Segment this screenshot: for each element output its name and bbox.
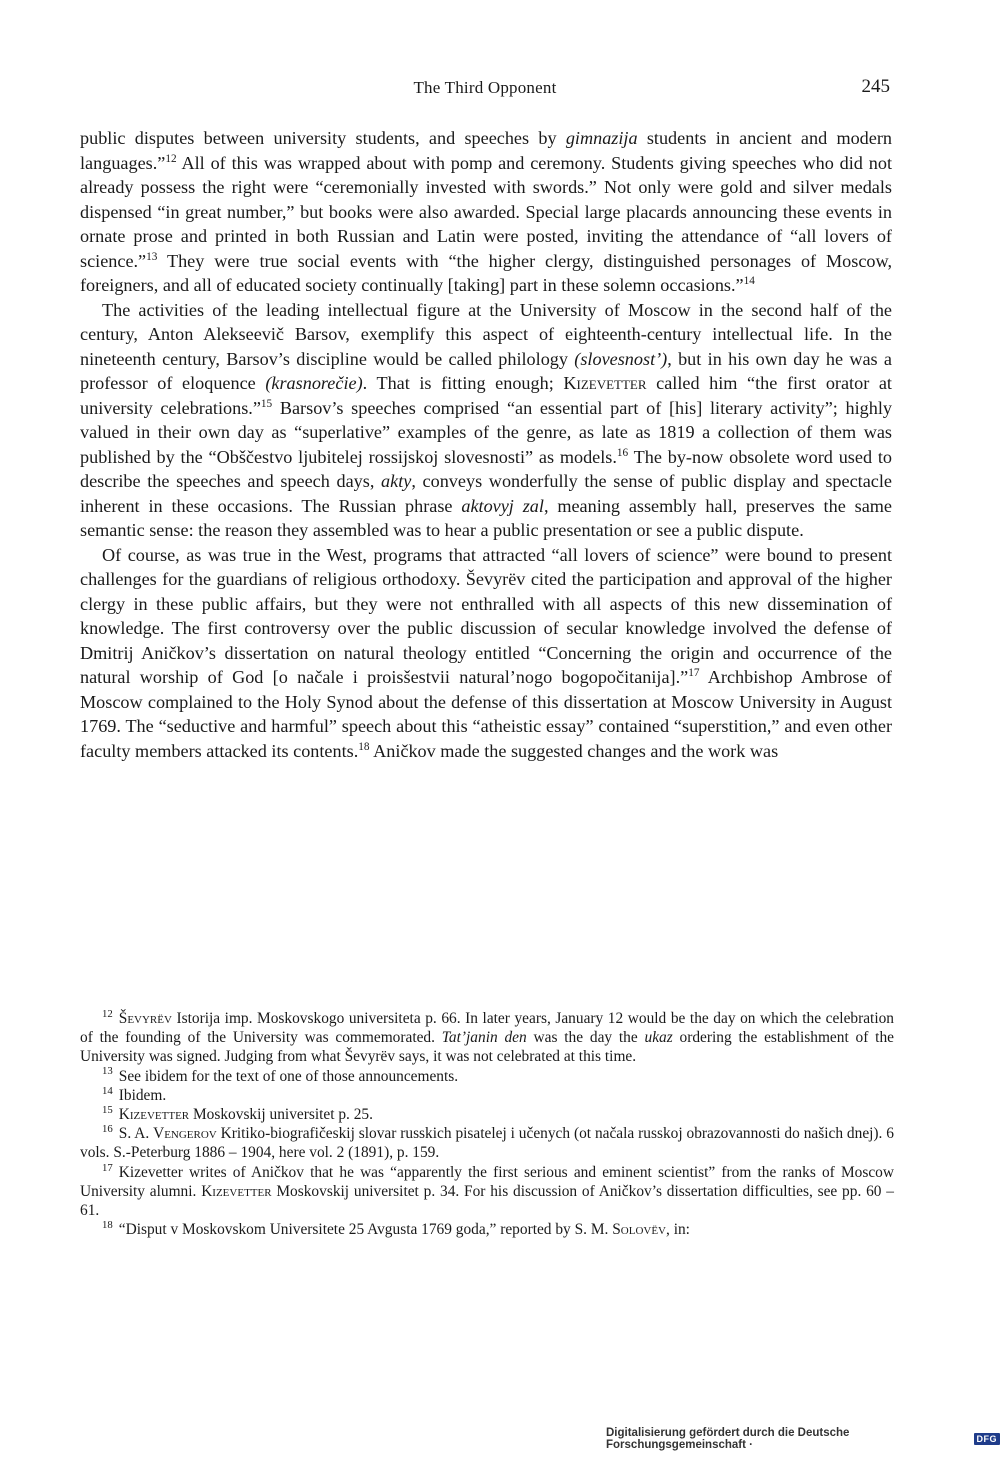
footnote-ref-16[interactable]: 16 — [616, 446, 629, 459]
footnote-ref-14[interactable]: 14 — [743, 274, 755, 287]
page-number: 245 — [861, 76, 890, 97]
footnote-ref-15[interactable]: 15 — [260, 397, 273, 410]
credit-text: Digitalisierung gefördert durch die Deutsche Forschungsgemeinschaft · — [606, 1427, 850, 1451]
footnote-13: $^{13}$ See ibidem for the text of one of those announcements. — [102, 1065, 459, 1085]
digitization-credit — [606, 1427, 1000, 1451]
footnote-ref-18[interactable]: 18 — [358, 740, 370, 753]
footnote-18: $^{18}$ “Disput v Moskovskom Universitete 25 Avgusta 1769 goda,” reported by S. M. Solovëv, in: — [102, 1219, 690, 1239]
dfg-logo-icon: DFG — [974, 1433, 1000, 1445]
footnotes — [80, 1009, 894, 1239]
footnote-17: $^{17}$ Kizevetter writes of Aničkov that he was “apparently the first serious and eminent scientist” from the ranks of Moscow University alumni. Kizevetter Moskovskij universitet p. 34. For his discussion of Aničkov’s dissertation difficulties, see pp. 60 – 61. — [80, 1161, 894, 1220]
page-header — [80, 78, 890, 102]
running-head: The Third Opponent — [413, 78, 557, 97]
footnote-14: $^{14}$ Ibidem. — [102, 1084, 167, 1104]
body-text — [80, 126, 892, 763]
footnote-ref-17[interactable]: 17 — [688, 666, 700, 679]
footnote-16: $^{16}$ S. A. Vengerov Kritiko-biografičeskij slovar russkich pisatelej i učenych (ot načala russkoj obrazovannosti do našich dnej). 6 vols. S.-Peterburg 1886 – 1904, here vol. 2 (1891), p. 159. — [80, 1123, 894, 1162]
footnote-ref-12[interactable]: 12 — [165, 152, 177, 165]
paragraph-1: public disputes between university students, and speeches by gimnazija students in ancient and modern languages.”$^{12}$ All of this was wrapped about with pomp and ceremony. Students giving speeches who did not already possess the right were “ceremonially invested with swords.” Not only were gold and silver medals dispensed “in great number,” but books were also awarded. Special large placards announcing these events in ornate prose and printed in both Russian and Latin were posted, inviting the attendance of “all lovers of science.”$^{13}$ They were true social events with “the higher clergy, distinguished personages of Moscow, foreigners, and all of educated society continually [taking] part in these solemn occasions.”$^{14}$ — [80, 128, 892, 295]
footnote-15: $^{15}$ Kizevetter Moskovskij universitet p. 25. — [102, 1103, 373, 1124]
footnote-ref-13[interactable]: 13 — [146, 250, 158, 263]
paragraph-2: The activities of the leading intellectual figure at the University of Moscow in the second half of the century, Anton Alekseevič Barsov, exemplify this aspect of eighteenth-century intellectual life. In the nineteenth century, Barsov’s discipline would be called philology (slovesnost’), but in his own day he was a professor of eloquence (krasnorečie). That is fitting enough; Kizevetter called him “the first orator at university celebrations.”$^{15}$ Barsov’s speeches comprised “an essential part of [his] literary activity”; highly valued in their own day as “superlative” examples of the genre, as late as 1819 a collection of them was published by the “Obščestvo ljubitelej rossijskoj slovesnosti” as models.$^{16}$ The by-now obsolete word used to describe the speeches and speech days, akty, conveys wonderfully the sense of public display and spectacle inherent in these occasions. The Russian phrase aktovyj zal, meaning assembly hall, preserves the same semantic sense: the reason they assembled was to hear a public presentation or see a public dispute. — [80, 299, 892, 540]
paragraph-3: Of course, as was true in the West, programs that attracted “all lovers of science” were bound to present challenges for the guardians of religious orthodoxy. Ševyrëv cited the participation and approval of the higher clergy in these public affairs, but they were not enthralled with all aspects of this new dissemination of knowledge. The first controversy over the public discussion of secular knowledge involved the defense of Dmitrij Aničkov’s dissertation on natural theology entitled “Concerning the origin and occurrence of the natural worship of God [o načale i proisšestvii natural’nogo bogopočitanija].”$^{17}$ Archbishop Ambrose of Moscow complained to the Holy Synod about the defense of this dissertation at Moscow University in August 1769. The “seductive and harmful” speech about this “atheistic essay” contained “superstition,” and even other faculty members attacked its contents.$^{18}$ Aničkov made the suggested changes and the work was — [80, 544, 892, 761]
footnote-12: $^{12}$ Ševyrëv Istorija imp. Moskovskogo universiteta p. 66. In later years, January 12 would be the day on which the celebration of the founding of the University was commemorated. Tat’janin den was the day the ukaz ordering the establishment of the University was signed. Judging from what Ševyrëv says, it was not celebrated at this time. — [80, 1007, 894, 1066]
